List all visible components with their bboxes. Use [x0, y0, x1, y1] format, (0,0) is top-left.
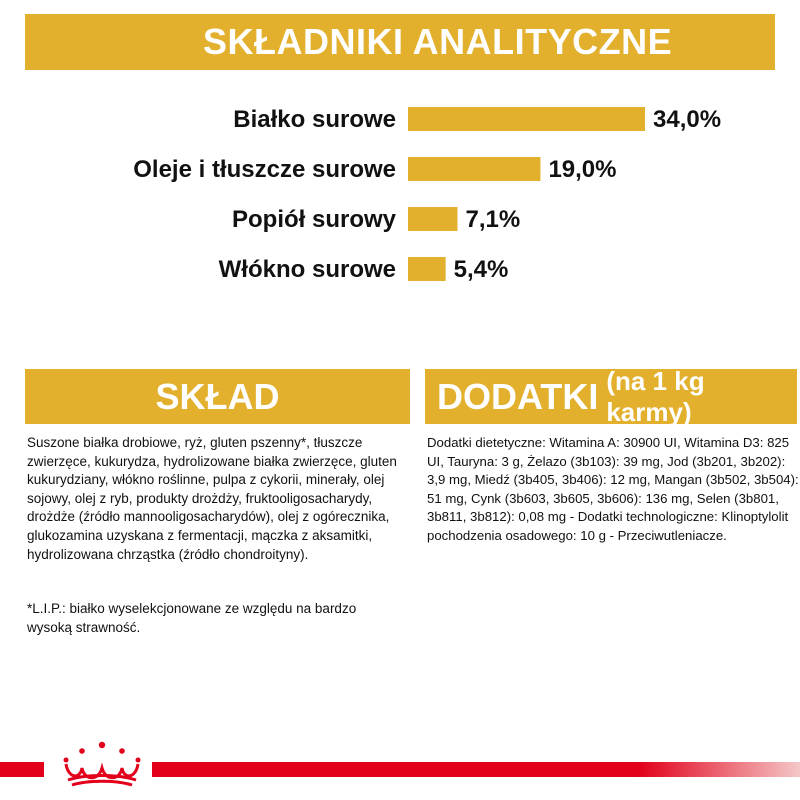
bar-category-label: Białko surowe	[233, 106, 396, 133]
bar-value-label: 34,0%	[653, 106, 722, 133]
bar	[408, 157, 540, 181]
bar	[408, 207, 457, 231]
footer-red-line-left	[0, 762, 44, 777]
sklad-note: *L.I.P.: białko wyselekcjonowane ze względu na bardzo wysoką strawność.	[27, 601, 357, 635]
royal-canin-crown-icon	[56, 738, 148, 788]
bar-category-label: Popiół surowy	[231, 206, 396, 233]
page-title: SKŁADNIKI ANALITYCZNE	[203, 21, 673, 62]
sklad-heading: SKŁAD	[155, 375, 280, 417]
bar-value-label: 5,4%	[453, 256, 509, 283]
sklad-text: Suszone białka drobiowe, ryż, gluten pszenny*, tłuszcze zwierzęce, kukurydza, hydrolizowane białka zwierzęce, gluten kukurydziany, włókno roślinne, pulpa z cykorii, minerały, olej sojowy, olej z ryb, produkty drożdży, fruktooligosacharydy, drożdże (źródło mannooligosacharydów), olej z ogórecznika, glukozamina uzyskana z fermentacji, mączka z aksamitki, hydrolizowana chrząstka (źródło chondroityny).	[27, 435, 397, 562]
dodatki-subheading: (na 1 kg karmy)	[606, 365, 705, 427]
bar-category-label: Włókno surowe	[218, 256, 396, 283]
bar-value-label: 19,0%	[548, 156, 617, 183]
analytical-bar-chart	[0, 95, 800, 295]
bar	[408, 257, 446, 281]
bar-category-label: Oleje i tłuszcze surowe	[133, 156, 396, 183]
sklad-banner	[25, 369, 410, 424]
dodatki-banner	[425, 365, 797, 427]
title-banner	[25, 14, 775, 70]
bar-value-label: 7,1%	[465, 206, 521, 233]
dodatki-heading: DODATKI	[437, 375, 599, 417]
footer-red-line-right	[152, 762, 800, 777]
dodatki-text: Dodatki dietetyczne: Witamina A: 30900 UI, Witamina D3: 825 UI, Tauryna: 3 g, Żelazo (3b103): 39 mg, Jod (3b201, 3b202): 3,9 mg, Miedź (3b405, 3b406): 12 mg, Mangan (3b502, 3b504): 51 mg, Cynk (3b603, 3b605, 3b606): 136 mg, Selen (3b801, 3b811, 3b812): 0,08 mg - Dodatki technologiczne: Klinoptylolit pochodzenia osadowego: 10 g - Przeciwutleniacze.	[427, 435, 799, 543]
bar	[408, 107, 645, 131]
